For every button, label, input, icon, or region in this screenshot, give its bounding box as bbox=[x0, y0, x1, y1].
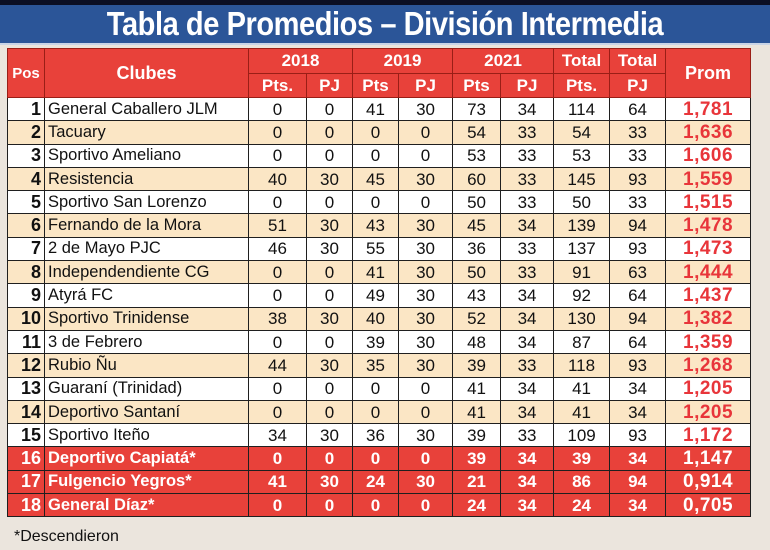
total-pj-cell: 64 bbox=[610, 98, 666, 121]
total-pts-cell: 50 bbox=[554, 191, 610, 214]
header-pos: Pos bbox=[8, 49, 45, 98]
pts-2018-cell: 0 bbox=[249, 121, 307, 144]
pj-2019-cell: 30 bbox=[399, 354, 453, 377]
table-row bbox=[8, 121, 751, 144]
pj-2019-cell: 30 bbox=[399, 98, 453, 121]
table-header bbox=[8, 49, 751, 98]
averages-table bbox=[7, 48, 751, 517]
pj-2019-cell: 30 bbox=[399, 237, 453, 260]
club-name-cell: Independendiente CG bbox=[45, 261, 249, 284]
pj-2019-cell: 30 bbox=[399, 214, 453, 237]
pj-2018-cell: 30 bbox=[307, 354, 353, 377]
pts-2021-cell: 50 bbox=[453, 261, 501, 284]
pts-2019-cell: 39 bbox=[353, 330, 399, 353]
pj-2019-cell: 30 bbox=[399, 330, 453, 353]
table-row bbox=[8, 284, 751, 307]
pj-2018-cell: 0 bbox=[307, 284, 353, 307]
pts-2018-cell: 0 bbox=[249, 330, 307, 353]
pj-2021-cell: 34 bbox=[501, 494, 554, 517]
pts-2018-cell: 38 bbox=[249, 307, 307, 330]
position-cell: 9 bbox=[8, 284, 45, 307]
position-cell: 7 bbox=[8, 237, 45, 260]
table-row bbox=[8, 400, 751, 423]
pts-2018-cell: 0 bbox=[249, 377, 307, 400]
prom-cell: 1,636 bbox=[666, 121, 751, 144]
prom-cell: 1,559 bbox=[666, 167, 751, 190]
pts-2019-cell: 0 bbox=[353, 144, 399, 167]
total-pj-cell: 34 bbox=[610, 377, 666, 400]
club-name-cell: Atyrá FC bbox=[45, 284, 249, 307]
prom-cell: 1,382 bbox=[666, 307, 751, 330]
pj-2018-cell: 0 bbox=[307, 330, 353, 353]
position-cell: 17 bbox=[8, 470, 45, 493]
total-pj-cell: 94 bbox=[610, 307, 666, 330]
total-pj-cell: 63 bbox=[610, 261, 666, 284]
pj-2018-cell: 0 bbox=[307, 191, 353, 214]
position-cell: 13 bbox=[8, 377, 45, 400]
pj-2021-cell: 33 bbox=[501, 261, 554, 284]
pts-2019-cell: 43 bbox=[353, 214, 399, 237]
table-row bbox=[8, 424, 751, 447]
position-cell: 10 bbox=[8, 307, 45, 330]
prom-cell: 1,473 bbox=[666, 237, 751, 260]
pts-2018-cell: 0 bbox=[249, 98, 307, 121]
pts-2018-cell: 0 bbox=[249, 284, 307, 307]
position-cell: 2 bbox=[8, 121, 45, 144]
prom-cell: 1,515 bbox=[666, 191, 751, 214]
pts-2021-cell: 41 bbox=[453, 377, 501, 400]
header-prom: Prom bbox=[666, 49, 751, 98]
total-pts-cell: 91 bbox=[554, 261, 610, 284]
pts-2019-cell: 0 bbox=[353, 494, 399, 517]
table-row bbox=[8, 377, 751, 400]
position-cell: 4 bbox=[8, 167, 45, 190]
pts-2021-cell: 39 bbox=[453, 354, 501, 377]
pts-2019-cell: 41 bbox=[353, 261, 399, 284]
total-pts-cell: 41 bbox=[554, 377, 610, 400]
pj-2021-cell: 34 bbox=[501, 214, 554, 237]
table-row bbox=[8, 330, 751, 353]
header-clubes: Clubes bbox=[45, 49, 249, 98]
total-pts-cell: 130 bbox=[554, 307, 610, 330]
position-cell: 12 bbox=[8, 354, 45, 377]
table-row bbox=[8, 447, 751, 470]
header-pj-2019: PJ bbox=[399, 74, 453, 98]
pj-2021-cell: 33 bbox=[501, 144, 554, 167]
club-name-cell: General Caballero JLM bbox=[45, 98, 249, 121]
pj-2018-cell: 30 bbox=[307, 470, 353, 493]
header-total-pts-bottom: Pts. bbox=[554, 74, 610, 98]
prom-cell: 1,478 bbox=[666, 214, 751, 237]
header-pts-2021: Pts bbox=[453, 74, 501, 98]
total-pts-cell: 109 bbox=[554, 424, 610, 447]
pts-2021-cell: 54 bbox=[453, 121, 501, 144]
pj-2018-cell: 0 bbox=[307, 400, 353, 423]
prom-cell: 1,606 bbox=[666, 144, 751, 167]
total-pts-cell: 86 bbox=[554, 470, 610, 493]
pj-2019-cell: 30 bbox=[399, 261, 453, 284]
pts-2018-cell: 40 bbox=[249, 167, 307, 190]
pj-2018-cell: 0 bbox=[307, 447, 353, 470]
prom-cell: 0,914 bbox=[666, 470, 751, 493]
total-pj-cell: 64 bbox=[610, 330, 666, 353]
total-pts-cell: 92 bbox=[554, 284, 610, 307]
pts-2021-cell: 24 bbox=[453, 494, 501, 517]
pts-2021-cell: 52 bbox=[453, 307, 501, 330]
pts-2019-cell: 0 bbox=[353, 191, 399, 214]
club-name-cell: General Díaz* bbox=[45, 494, 249, 517]
total-pts-cell: 145 bbox=[554, 167, 610, 190]
table-row bbox=[8, 470, 751, 493]
pj-2019-cell: 0 bbox=[399, 191, 453, 214]
pj-2021-cell: 33 bbox=[501, 237, 554, 260]
pj-2021-cell: 34 bbox=[501, 470, 554, 493]
pj-2018-cell: 0 bbox=[307, 494, 353, 517]
pj-2018-cell: 30 bbox=[307, 214, 353, 237]
position-cell: 3 bbox=[8, 144, 45, 167]
pts-2021-cell: 21 bbox=[453, 470, 501, 493]
table-row bbox=[8, 214, 751, 237]
footnote: *Descendieron bbox=[14, 528, 119, 545]
pts-2019-cell: 0 bbox=[353, 377, 399, 400]
pj-2019-cell: 30 bbox=[399, 424, 453, 447]
pts-2018-cell: 46 bbox=[249, 237, 307, 260]
title-bar bbox=[0, 5, 770, 45]
total-pj-cell: 33 bbox=[610, 121, 666, 144]
pj-2018-cell: 0 bbox=[307, 261, 353, 284]
header-pj-2021: PJ bbox=[501, 74, 554, 98]
pts-2021-cell: 60 bbox=[453, 167, 501, 190]
prom-cell: 0,705 bbox=[666, 494, 751, 517]
pj-2019-cell: 30 bbox=[399, 307, 453, 330]
club-name-cell: Sportivo San Lorenzo bbox=[45, 191, 249, 214]
position-cell: 1 bbox=[8, 98, 45, 121]
prom-cell: 1,205 bbox=[666, 377, 751, 400]
pj-2019-cell: 30 bbox=[399, 470, 453, 493]
club-name-cell: Fulgencio Yegros* bbox=[45, 470, 249, 493]
total-pts-cell: 114 bbox=[554, 98, 610, 121]
pts-2019-cell: 0 bbox=[353, 400, 399, 423]
pj-2018-cell: 30 bbox=[307, 424, 353, 447]
pts-2018-cell: 44 bbox=[249, 354, 307, 377]
pj-2019-cell: 30 bbox=[399, 167, 453, 190]
pts-2021-cell: 50 bbox=[453, 191, 501, 214]
club-name-cell: Sportivo Ameliano bbox=[45, 144, 249, 167]
club-name-cell: Deportivo Capiatá* bbox=[45, 447, 249, 470]
pts-2019-cell: 45 bbox=[353, 167, 399, 190]
club-name-cell: Fernando de la Mora bbox=[45, 214, 249, 237]
pts-2021-cell: 53 bbox=[453, 144, 501, 167]
pj-2018-cell: 30 bbox=[307, 307, 353, 330]
pj-2021-cell: 34 bbox=[501, 400, 554, 423]
pts-2018-cell: 51 bbox=[249, 214, 307, 237]
pts-2018-cell: 0 bbox=[249, 144, 307, 167]
total-pts-cell: 87 bbox=[554, 330, 610, 353]
pts-2018-cell: 41 bbox=[249, 470, 307, 493]
pj-2021-cell: 34 bbox=[501, 447, 554, 470]
pj-2018-cell: 30 bbox=[307, 167, 353, 190]
prom-cell: 1,359 bbox=[666, 330, 751, 353]
position-cell: 14 bbox=[8, 400, 45, 423]
total-pts-cell: 41 bbox=[554, 400, 610, 423]
pts-2018-cell: 0 bbox=[249, 261, 307, 284]
prom-cell: 1,205 bbox=[666, 400, 751, 423]
total-pj-cell: 34 bbox=[610, 494, 666, 517]
prom-cell: 1,781 bbox=[666, 98, 751, 121]
position-cell: 5 bbox=[8, 191, 45, 214]
header-pts-2019: Pts bbox=[353, 74, 399, 98]
club-name-cell: Tacuary bbox=[45, 121, 249, 144]
total-pts-cell: 54 bbox=[554, 121, 610, 144]
header-pj-2018: PJ bbox=[307, 74, 353, 98]
pts-2021-cell: 39 bbox=[453, 447, 501, 470]
total-pts-cell: 139 bbox=[554, 214, 610, 237]
pj-2021-cell: 34 bbox=[501, 98, 554, 121]
total-pj-cell: 34 bbox=[610, 447, 666, 470]
pj-2019-cell: 0 bbox=[399, 377, 453, 400]
pj-2021-cell: 34 bbox=[501, 330, 554, 353]
pj-2019-cell: 30 bbox=[399, 284, 453, 307]
club-name-cell: Sportivo Iteño bbox=[45, 424, 249, 447]
pts-2019-cell: 35 bbox=[353, 354, 399, 377]
table-row bbox=[8, 144, 751, 167]
pj-2021-cell: 33 bbox=[501, 424, 554, 447]
header-pts-2018: Pts. bbox=[249, 74, 307, 98]
pj-2021-cell: 33 bbox=[501, 191, 554, 214]
club-name-cell: 2 de Mayo PJC bbox=[45, 237, 249, 260]
table-row bbox=[8, 261, 751, 284]
total-pj-cell: 33 bbox=[610, 191, 666, 214]
total-pts-cell: 24 bbox=[554, 494, 610, 517]
pj-2019-cell: 0 bbox=[399, 400, 453, 423]
pj-2021-cell: 33 bbox=[501, 121, 554, 144]
pts-2018-cell: 0 bbox=[249, 447, 307, 470]
header-total-pts-top: Total bbox=[554, 49, 610, 74]
prom-cell: 1,437 bbox=[666, 284, 751, 307]
pj-2018-cell: 0 bbox=[307, 377, 353, 400]
club-name-cell: Resistencia bbox=[45, 167, 249, 190]
pts-2019-cell: 55 bbox=[353, 237, 399, 260]
club-name-cell: Sportivo Trinidense bbox=[45, 307, 249, 330]
header-2021: 2021 bbox=[453, 49, 554, 74]
prom-cell: 1,268 bbox=[666, 354, 751, 377]
total-pj-cell: 93 bbox=[610, 237, 666, 260]
position-cell: 8 bbox=[8, 261, 45, 284]
pj-2019-cell: 0 bbox=[399, 121, 453, 144]
pts-2019-cell: 41 bbox=[353, 98, 399, 121]
total-pj-cell: 94 bbox=[610, 470, 666, 493]
pj-2021-cell: 34 bbox=[501, 307, 554, 330]
prom-cell: 1,172 bbox=[666, 424, 751, 447]
total-pts-cell: 118 bbox=[554, 354, 610, 377]
prom-cell: 1,147 bbox=[666, 447, 751, 470]
table-row bbox=[8, 494, 751, 517]
table-row bbox=[8, 167, 751, 190]
position-cell: 18 bbox=[8, 494, 45, 517]
total-pts-cell: 39 bbox=[554, 447, 610, 470]
club-name-cell: Rubio Ñu bbox=[45, 354, 249, 377]
table-row bbox=[8, 191, 751, 214]
pj-2018-cell: 0 bbox=[307, 121, 353, 144]
pts-2019-cell: 40 bbox=[353, 307, 399, 330]
position-cell: 11 bbox=[8, 330, 45, 353]
pts-2018-cell: 0 bbox=[249, 191, 307, 214]
pts-2018-cell: 0 bbox=[249, 400, 307, 423]
pts-2021-cell: 45 bbox=[453, 214, 501, 237]
club-name-cell: Deportivo Santaní bbox=[45, 400, 249, 423]
pj-2019-cell: 0 bbox=[399, 144, 453, 167]
pj-2018-cell: 0 bbox=[307, 144, 353, 167]
header-total-pj-bottom: PJ bbox=[610, 74, 666, 98]
pts-2019-cell: 36 bbox=[353, 424, 399, 447]
pts-2018-cell: 34 bbox=[249, 424, 307, 447]
total-pj-cell: 33 bbox=[610, 144, 666, 167]
total-pj-cell: 94 bbox=[610, 214, 666, 237]
total-pj-cell: 34 bbox=[610, 400, 666, 423]
pts-2019-cell: 0 bbox=[353, 121, 399, 144]
pts-2021-cell: 39 bbox=[453, 424, 501, 447]
total-pj-cell: 93 bbox=[610, 167, 666, 190]
club-name-cell: Guaraní (Trinidad) bbox=[45, 377, 249, 400]
pts-2021-cell: 41 bbox=[453, 400, 501, 423]
table-row bbox=[8, 237, 751, 260]
pts-2021-cell: 48 bbox=[453, 330, 501, 353]
position-cell: 6 bbox=[8, 214, 45, 237]
pts-2021-cell: 73 bbox=[453, 98, 501, 121]
pts-2021-cell: 36 bbox=[453, 237, 501, 260]
prom-cell: 1,444 bbox=[666, 261, 751, 284]
pts-2019-cell: 24 bbox=[353, 470, 399, 493]
club-name-cell: 3 de Febrero bbox=[45, 330, 249, 353]
table-row bbox=[8, 354, 751, 377]
total-pj-cell: 93 bbox=[610, 354, 666, 377]
pts-2018-cell: 0 bbox=[249, 494, 307, 517]
header-total-pj-top: Total bbox=[610, 49, 666, 74]
pj-2021-cell: 34 bbox=[501, 377, 554, 400]
header-2018: 2018 bbox=[249, 49, 353, 74]
pj-2021-cell: 33 bbox=[501, 354, 554, 377]
pts-2019-cell: 0 bbox=[353, 447, 399, 470]
pj-2021-cell: 34 bbox=[501, 284, 554, 307]
pj-2019-cell: 0 bbox=[399, 494, 453, 517]
total-pts-cell: 53 bbox=[554, 144, 610, 167]
table-row bbox=[8, 98, 751, 121]
pts-2021-cell: 43 bbox=[453, 284, 501, 307]
pts-2019-cell: 49 bbox=[353, 284, 399, 307]
pj-2018-cell: 30 bbox=[307, 237, 353, 260]
pj-2018-cell: 0 bbox=[307, 98, 353, 121]
table-row bbox=[8, 307, 751, 330]
table-body bbox=[8, 98, 751, 517]
pj-2021-cell: 33 bbox=[501, 167, 554, 190]
position-cell: 16 bbox=[8, 447, 45, 470]
total-pts-cell: 137 bbox=[554, 237, 610, 260]
total-pj-cell: 64 bbox=[610, 284, 666, 307]
position-cell: 15 bbox=[8, 424, 45, 447]
header-2019: 2019 bbox=[353, 49, 453, 74]
pj-2019-cell: 0 bbox=[399, 447, 453, 470]
page-title: Tabla de Promedios – División Intermedia bbox=[106, 5, 664, 42]
total-pj-cell: 93 bbox=[610, 424, 666, 447]
